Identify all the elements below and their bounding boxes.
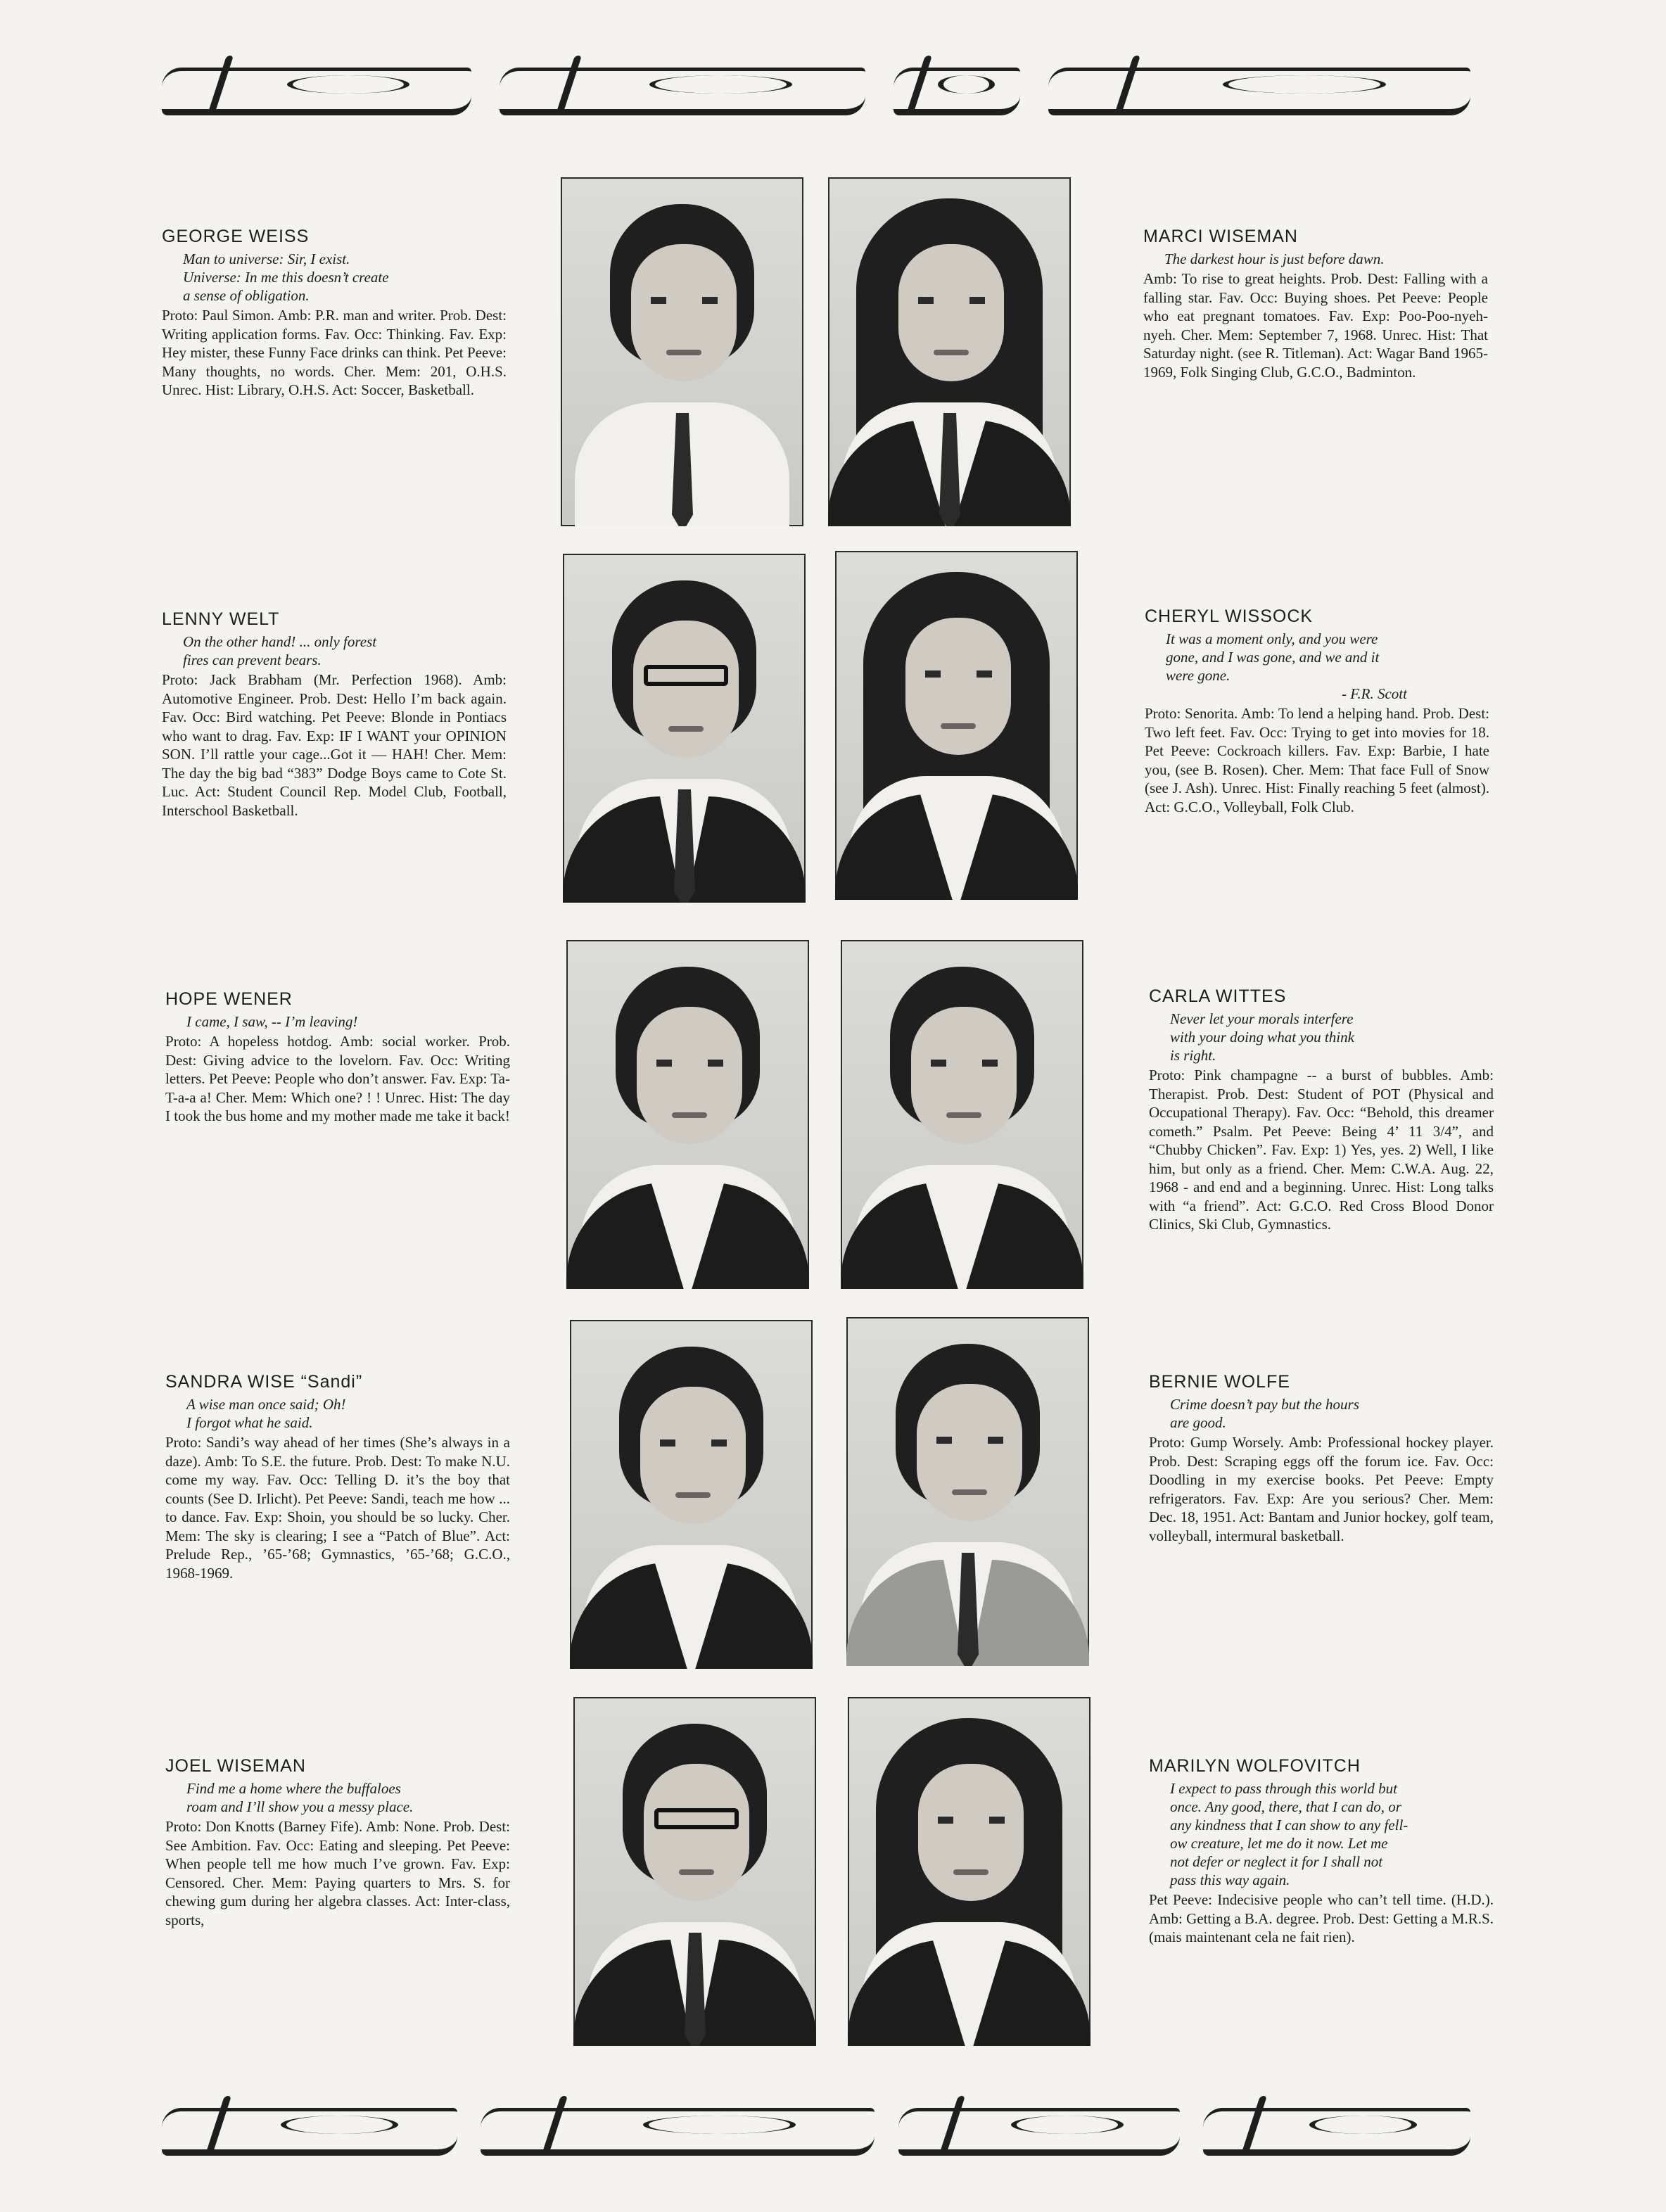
student-quote: A wise man once said; Oh! I forgot what he said. bbox=[186, 1396, 346, 1431]
script-glyph bbox=[500, 68, 865, 115]
portrait-photo-marci-wiseman bbox=[828, 177, 1071, 526]
student-entry-hope-wener bbox=[165, 989, 510, 1126]
script-glyph bbox=[481, 2108, 875, 2156]
quote-attribution: - F.R. Scott bbox=[1342, 685, 1407, 702]
student-bio: Proto: Paul Simon. Amb: P.R. man and writer. Prob. Dest: Writing application forms. Fav. Occ: Thinking. Fav. Exp: Hey mister, these Funny Face drinks can think. Pet Peeve: Many thoughts, no words. Cher. Mem: 201, O.H.S. Unrec. Hist: Library, O.H.S. Act: Soccer, Basketball. bbox=[162, 307, 507, 398]
script-glyph bbox=[1203, 2108, 1470, 2156]
header-script-banner bbox=[162, 53, 1470, 130]
portrait-photo-joel-wiseman bbox=[573, 1697, 816, 2046]
student-name: CARLA WITTES bbox=[1149, 986, 1287, 1006]
portrait-photo-carla-wittes bbox=[841, 940, 1083, 1289]
student-name: CHERYL WISSOCK bbox=[1145, 606, 1314, 626]
script-glyph bbox=[162, 68, 471, 115]
student-name: BERNIE WOLFE bbox=[1149, 1372, 1290, 1392]
portrait-photo-lenny-welt bbox=[563, 554, 806, 903]
student-quote: Man to universe: Sir, I exist. Universe: In me this doesn’t create a sense of obligation. bbox=[183, 250, 389, 304]
student-entry-carla-wittes bbox=[1149, 986, 1494, 1234]
student-quote: Find me a home where the buffaloes roam and I’ll show you a messy place. bbox=[186, 1780, 414, 1815]
student-bio: Proto: Sandi’s way ahead of her times (She’s always in a daze). Amb: To S.E. the future. Prob. Dest: To make N.U. come my way. Fav. Occ: Telling D. it’s the boy that counts (See D. Irlicht). Pet Peeve: Sandi, teach me how ... to dance. Fav. Exp: Shoin, you should be so lucky. Cher. Mem: The sky is clearing; I see a “Patch of Blue”. Act: Prelude Rep., ’65-’68; Gymnastics, ’65-’68; G.C.O., 1968-1969. bbox=[165, 1434, 510, 1582]
student-entry-marci-wiseman bbox=[1143, 227, 1488, 381]
student-bio: Proto: Don Knotts (Barney Fife). Amb: None. Prob. Dest: See Ambition. Fav. Occ: Eating and sleeping. Pet Peeve: When people tell me how much I’ve grown. Fav. Exp: Censored. Cher. Mem: Paying quarters to Mrs. S. for chewing gum during her algebra classes. Act: Inter-class, sports, bbox=[165, 1818, 510, 1928]
student-name: LENNY WELT bbox=[162, 609, 280, 629]
student-bio: Proto: Senorita. Amb: To lend a helping hand. Prob. Dest: Two left feet. Fav. Occ: Trying to get into movies for 18. Pet Peeve: Cockroach killers. Fav. Exp: Barbie, I hate you, (see B. Rosen). Cher. Mem: That face Full of Snow (see J. Ash). Unrec. Hist: Finally reaching 5 feet (almost). Act: G.C.O., Volleyball, Folk Club. bbox=[1145, 705, 1489, 815]
portrait-photo-sandra-wise bbox=[570, 1320, 813, 1669]
script-glyph bbox=[162, 2108, 457, 2156]
footer-script-banner bbox=[162, 2093, 1470, 2170]
student-bio: Amb: To rise to great heights. Prob. Dest: Falling with a falling star. Fav. Occ: Buying shoes. Pet Peeve: People who eat pregnant tomatoes. Fav. Exp: Poo-Poo-nyeh-nyeh. Cher. Mem: September 7, 1968. Unrec. Hist: That Saturday night. (see R. Titleman). Act: Wagar Band 1965-1969, Folk Singing Club, G.C.O., Badminton. bbox=[1143, 270, 1488, 381]
student-name: HOPE WENER bbox=[165, 989, 293, 1009]
student-quote: On the other hand! ... only forest fires can prevent bears. bbox=[183, 633, 377, 668]
student-name: GEORGE WEISS bbox=[162, 227, 310, 246]
student-entry-george-weiss bbox=[162, 227, 507, 400]
student-quote: The darkest hour is just before dawn. bbox=[1164, 250, 1385, 267]
student-bio: Proto: Pink champagne -- a burst of bubbles. Amb: Therapist. Prob. Dest: Student of POT (Physical and Occupational Therapy). Fav. Occ: “Behold, this dreamer cometh.” Psalm. Pet Peeve: Being 4’ 11 3/4”, and “Chubby Chicken”. Fav. Exp: 1) Yes, yes. 2) Well, I like him, but only as a friend. Cher. Mem: C.W.A. Aug. 22, 1968 - and end and a beginning. Unrec. Hist: Long talks with “a friend”. Act: G.C.O. Red Cross Blood Donor Clinics, Ski Club, Gymnastics. bbox=[1149, 1067, 1494, 1233]
portrait-photo-marilyn-wolfovitch bbox=[848, 1697, 1090, 2046]
portrait-photo-cheryl-wissock bbox=[835, 551, 1078, 900]
student-bio: Proto: A hopeless hotdog. Amb: social worker. Prob. Dest: Giving advice to the lovelorn. Fav. Occ: Writing letters. Pet Peeve: People who don’t answer. Fav. Exp: Ta-T-a-a a! Cher. Mem: Which one? ! ! Unrec. Hist: The day I took the bus home and my mother made me take it back! bbox=[165, 1033, 510, 1124]
student-entry-sandra-wise bbox=[165, 1372, 510, 1582]
student-quote: Crime doesn’t pay but the hours are good. bbox=[1170, 1396, 1359, 1431]
student-quote bbox=[1166, 630, 1489, 703]
student-bio: Proto: Jack Brabham (Mr. Perfection 1968). Amb: Automotive Engineer. Prob. Dest: Hello I’m back again. Fav. Occ: Bird watching. Pet Peeve: Blonde in Pontiacs who want to drag. Fav. Exp: IF I WANT your OPINION SON. I’ll rattle your cage...Got it — HAH! Cher. Mem: The day the big bad “383” Dodge Boys came to Cote St. Luc. Act: Student Council Rep. Model Club, Football, Interschool Basketball. bbox=[162, 671, 507, 819]
student-entry-lenny-welt bbox=[162, 609, 507, 820]
student-quote: I expect to pass through this world but once. Any good, there, that I can do, or any kindness that I can show to any fell- ow creature, let me do it now. Let me not defer or neglect it for I shall not pass this way again. bbox=[1170, 1780, 1409, 1888]
student-name: JOEL WISEMAN bbox=[165, 1756, 306, 1776]
student-name: MARCI WISEMAN bbox=[1143, 227, 1298, 246]
student-quote: Never let your morals interfere with your doing what you think is right. bbox=[1170, 1010, 1354, 1064]
student-entry-marilyn-wolfovitch bbox=[1149, 1756, 1494, 1947]
portrait-photo-george-weiss bbox=[561, 177, 803, 526]
portrait-photo-hope-wener bbox=[566, 940, 809, 1289]
portrait-photo-bernie-wolfe bbox=[846, 1317, 1089, 1666]
student-name: SANDRA WISE “Sandi” bbox=[165, 1372, 363, 1392]
student-bio: Pet Peeve: Indecisive people who can’t tell time. (H.D.). Amb: Getting a B.A. degree. Prob. Dest: Getting a M.R.S. (mais maintenant cela ne fait rien). bbox=[1149, 1891, 1494, 1945]
script-glyph bbox=[1048, 68, 1470, 115]
student-entry-cheryl-wissock bbox=[1145, 606, 1489, 816]
script-glyph bbox=[894, 68, 1020, 115]
student-name: MARILYN WOLFOVITCH bbox=[1149, 1756, 1361, 1776]
script-glyph bbox=[898, 2108, 1180, 2156]
quote-text: It was a moment only, and you were gone, and I was gone, and we and it were gone. bbox=[1166, 630, 1380, 684]
student-bio: Proto: Gump Worsely. Amb: Professional hockey player. Prob. Dest: Scraping eggs off the forum ice. Fav. Occ: Doodling in my exercise books. Pet Peeve: Empty refrigerators. Fav. Exp: Are you serious? Cher. Mem: Dec. 18, 1951. Act: Bantam and Junior hockey, golf team, volleyball, intermural basketball. bbox=[1149, 1434, 1494, 1544]
student-entry-bernie-wolfe bbox=[1149, 1372, 1494, 1545]
student-quote: I came, I saw, -- I’m leaving! bbox=[186, 1013, 358, 1030]
student-entry-joel-wiseman bbox=[165, 1756, 510, 1929]
